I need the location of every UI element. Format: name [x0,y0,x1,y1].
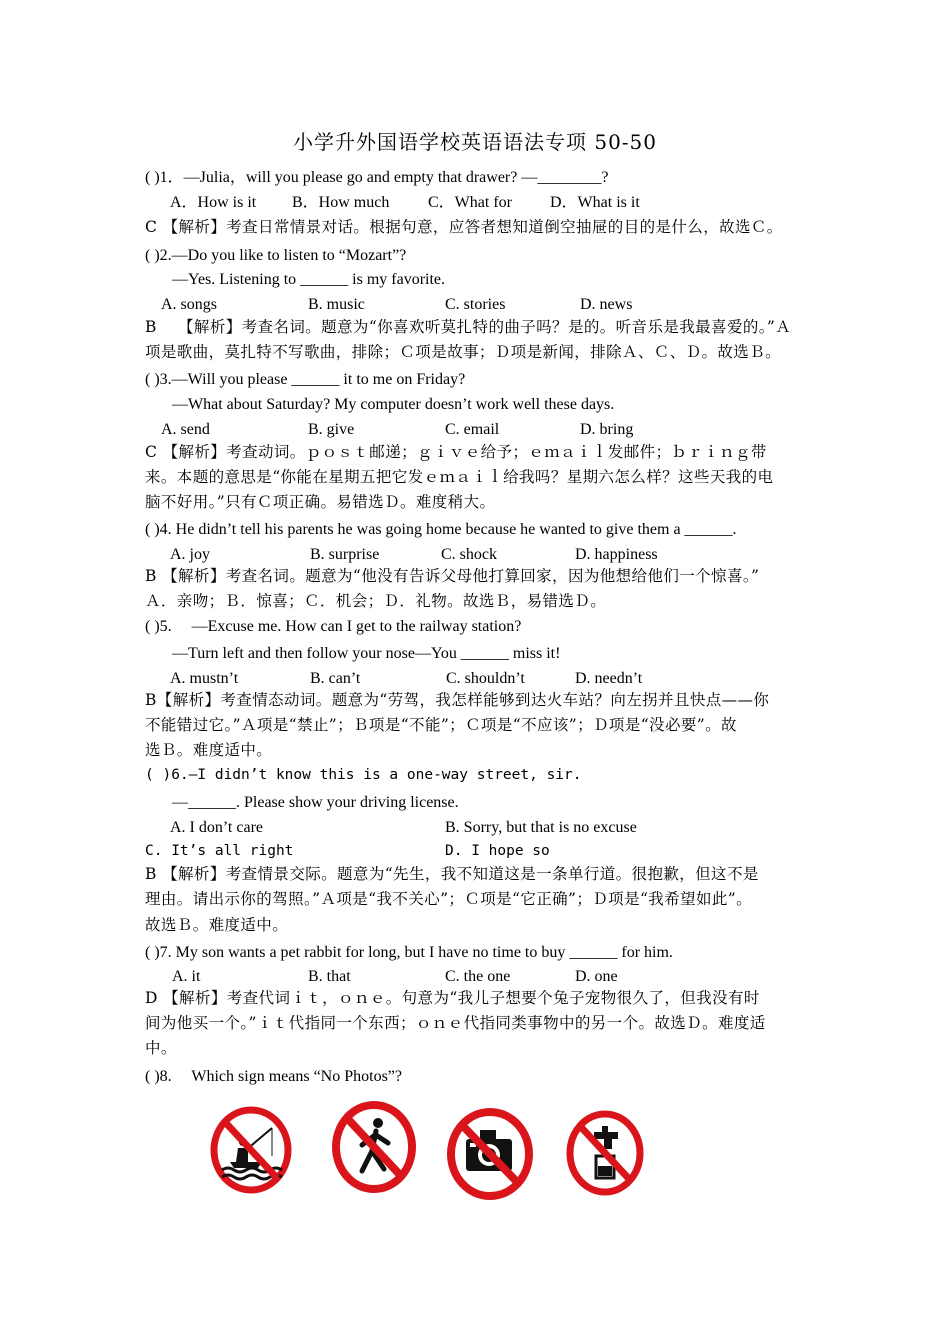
q7-option-d: D. one [575,968,618,985]
q4-analysis-line1: B 【解析】考查名词。题意为“他没有告诉父母他打算回家，因为他想给他们一个惊喜。” [145,567,760,585]
q6-stem: ( )6.—I didn’t know this is a one-way street, sir. [145,767,582,783]
q2-option-b: B. music [308,296,365,313]
q3-stem: ( )3.—Will you please ______ it to me on Friday? [145,371,466,388]
q3-analysis-line1: C 【解析】考查动词。ｐｏｓｔ邮递；ｇｉｖｅ给予；ｅｍａｉｌ发邮件；ｂｒｉｎｇ带 [145,443,767,461]
q6-option-a: A. I don’t care [170,819,263,836]
q7-analysis-line1: D 【解析】考查代词ｉｔ，ｏｎｅ。句意为“我儿子想要个兔子宠物很久了，但我没有时 [145,989,760,1007]
q2-option-a: A. songs [161,296,218,313]
no-drinking-water-sign-icon [566,1110,644,1196]
q5-reply: —Turn left and then follow your nose—You ______ miss it! [172,645,561,662]
no-fishing-sign-icon [210,1106,292,1194]
q3-option-b: B. give [308,421,355,438]
q5-stem: ( )5. —Excuse me. How can I get to the railway station? [145,618,522,635]
q3-option-a: A. send [161,421,210,438]
q1-stem: ( )1．—Julia，will you please go and empty that drawer? —________? [145,169,609,186]
q5-option-c: C. shouldn’t [446,670,525,687]
q1-option-a: A．How is it [170,194,257,211]
q1-option-d: D．What is it [550,194,640,211]
q2-analysis-line1: B 【解析】考查名词。题意为“你喜欢听莫扎特的曲子吗？是的。听音乐是我最喜爱的。”Ａ [145,318,792,336]
no-photos-sign-icon [446,1108,534,1200]
q3-option-d: D. bring [580,421,634,438]
q2-stem: ( )2.—Do you like to listen to “Mozart”? [145,247,407,264]
q3-analysis-line3: 脑不好用。”只有Ｃ项正确。易错选Ｄ。难度稍大。 [145,493,496,511]
q3-option-c: C. email [445,421,500,438]
page-title: 小学升外国语学校英语语法专项 50-50 [292,130,657,154]
q1-option-b: B．How much [292,194,390,211]
q5-analysis-line2: 不能错过它。”Ａ项是“禁止”；Ｂ项是“不能”；Ｃ项是“不应该”；Ｄ项是“没必要”。故 [145,716,737,734]
q7-analysis-line2: 间为他买一个。”ｉｔ代指同一个东西；ｏｎｅ代指同类事物中的另一个。故选Ｄ。难度适 [145,1014,766,1032]
q4-option-d: D. happiness [575,546,658,563]
q2-option-c: C. stories [445,296,506,313]
q6-reply: —______. Please show your driving license. [172,794,459,811]
q2-analysis-line2: 项是歌曲，莫扎特不写歌曲，排除；Ｃ项是故事；Ｄ项是新闻，排除Ａ、Ｃ、Ｄ。故选Ｂ。 [145,343,782,361]
q5-analysis-line3: 选Ｂ。难度适中。 [145,741,273,759]
q6-analysis-line3: 故选Ｂ。难度适中。 [145,916,289,934]
q2-option-d: D. news [580,296,633,313]
q2-reply: —Yes. Listening to ______ is my favorite. [172,271,446,288]
q6-analysis-line2: 理由。请出示你的驾照。”Ａ项是“我不关心”；Ｃ项是“它正确”；Ｄ项是“我希望如此”。 [145,890,753,908]
q3-analysis-line2: 来。本题的意思是“你能在星期五把它发ｅｍａｉｌ给我吗？星期六怎么样？这些天我的电 [145,468,774,486]
q6-option-d: D. I hope so [445,843,550,859]
q4-option-b: B. surprise [310,546,380,563]
q3-reply: —What about Saturday? My computer doesn’t work well these days. [172,396,615,413]
q1-analysis: C 【解析】考查日常情景对话。根据句意，应答者想知道倒空抽屉的目的是什么，故选Ｃ。 [145,218,783,236]
q5-option-b: B. can’t [310,670,361,687]
q5-analysis-line1: B【解析】考查情态动词。题意为“劳驾，我怎样能够到达火车站？向左拐并且快点——你 [145,691,770,709]
q5-option-d: D. needn’t [575,670,643,687]
q6-analysis-line1: B 【解析】考查情景交际。题意为“先生，我不知道这是一条单行道。很抱歉，但这不是 [145,865,759,883]
no-pedestrians-sign-icon [332,1101,416,1193]
q8-stem: ( )8. Which sign means “No Photos”? [145,1068,402,1085]
q7-analysis-line3: 中。 [145,1039,177,1057]
q4-option-c: C. shock [441,546,497,563]
q4-stem: ( )4. He didn’t tell his parents he was going home because he wanted to give them a ______. [145,521,737,538]
q6-option-b: B. Sorry, but that is no excuse [445,819,637,836]
q5-option-a: A. mustn’t [170,670,239,687]
q4-option-a: A. joy [170,546,210,563]
q7-option-c: C. the one [445,968,511,985]
q7-option-a: A. it [172,968,201,985]
q7-option-b: B. that [308,968,351,985]
q1-option-c: C．What for [428,194,512,211]
q6-option-c: C. It’s all right [145,843,294,859]
q4-analysis-line2: Ａ．亲吻；Ｂ．惊喜；Ｃ．机会；Ｄ．礼物。故选Ｂ，易错选Ｄ。 [145,592,607,610]
q7-stem: ( )7. My son wants a pet rabbit for long, but I have no time to buy ______ for him. [145,944,673,961]
